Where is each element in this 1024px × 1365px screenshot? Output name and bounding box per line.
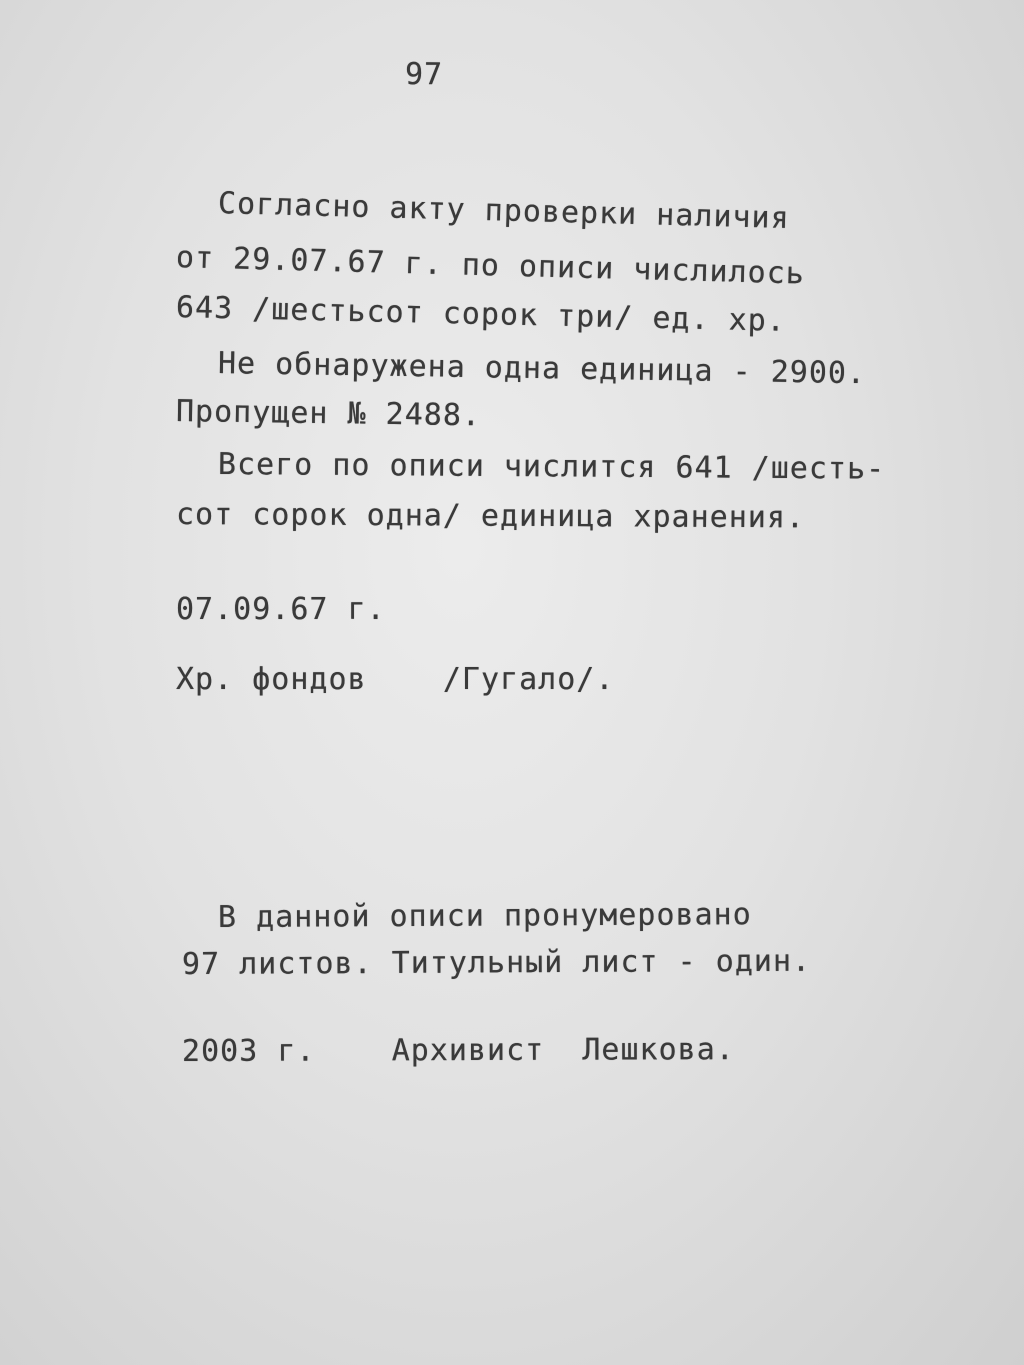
closing-line: В данной описи пронумеровано <box>217 897 752 935</box>
text-line: Пропущен № 2488. <box>175 394 482 434</box>
closing-line: 97 листов. Титульный лист - один. <box>181 943 812 982</box>
text-line: 643 /шестьсот сорок три/ ед. хр. <box>175 290 787 339</box>
signature-line: Хр. фондов /Гугало/. <box>176 662 615 697</box>
date-line: 07.09.67 г. <box>176 592 386 627</box>
text-line: от 29.07.67 г. по описи числилось <box>175 240 806 292</box>
archivist-line: 2003 г. Архивист Лешкова. <box>181 1032 735 1069</box>
text-line: Согласно акту проверки наличия <box>217 186 791 236</box>
text-line: Всего по описи числится 641 /шесть- <box>217 447 886 487</box>
text-line: сот сорок одна/ единица хранения. <box>175 497 806 536</box>
page-number: 97 <box>404 57 444 93</box>
text-line: Не обнаружена одна единица - 2900. <box>217 346 867 392</box>
